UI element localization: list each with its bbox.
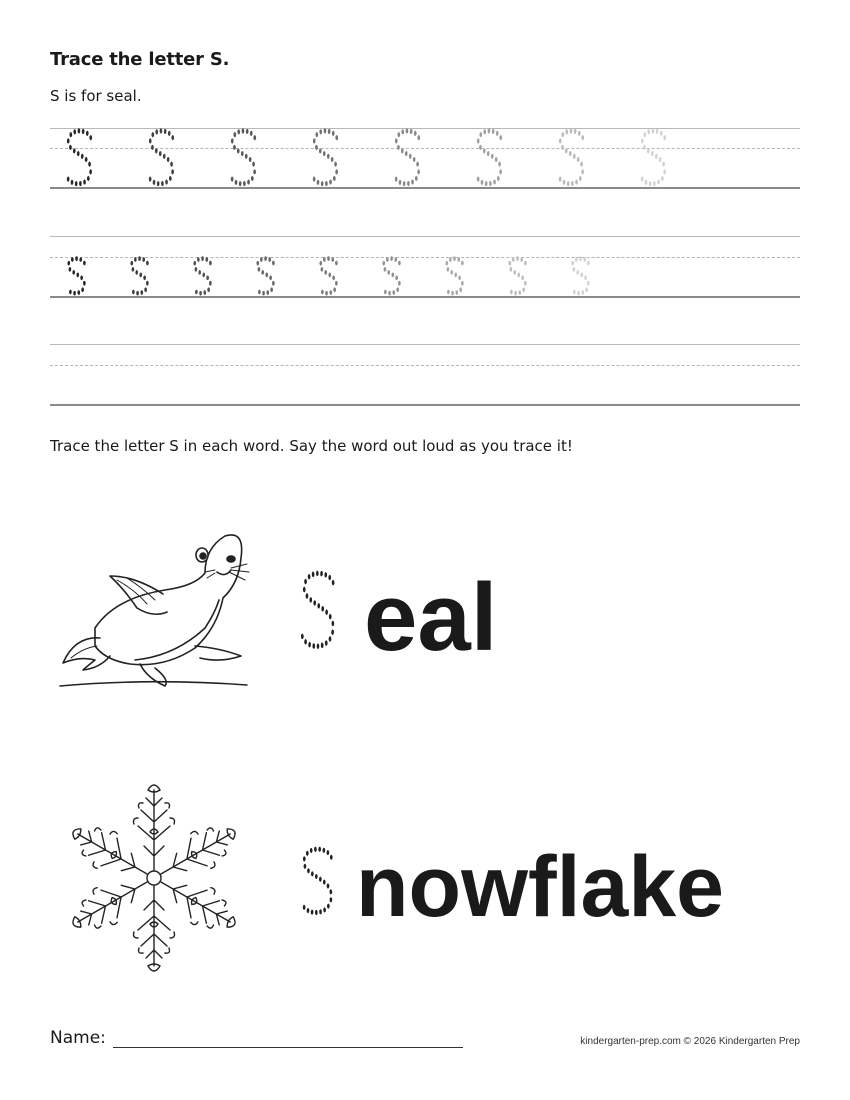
lowercase-s-trace[interactable] [382, 259, 399, 294]
name-input-line[interactable] [113, 1047, 463, 1048]
row3-mid-line [50, 365, 800, 366]
page-subtitle: S is for seal. [50, 87, 142, 105]
uppercase-s-trace[interactable] [231, 131, 255, 184]
lowercase-s-trace[interactable] [445, 259, 462, 294]
uppercase-s-trace[interactable] [641, 131, 665, 184]
word-snowflake-trace-s[interactable] [302, 849, 331, 912]
lowercase-s-trace[interactable] [571, 259, 588, 294]
page-title: Trace the letter S. [50, 49, 230, 70]
name-label: Name: [50, 1028, 106, 1048]
snowflake-illustration [58, 780, 250, 976]
snowflake-arm [63, 864, 157, 942]
word-seal [290, 560, 590, 660]
dotted-letter-s[interactable] [302, 573, 333, 646]
row3-top-line [50, 344, 800, 345]
uppercase-s-trace[interactable] [395, 131, 419, 184]
lowercase-s-trace[interactable] [193, 259, 210, 294]
uppercase-s-trace[interactable] [67, 131, 91, 184]
uppercase-s-trace[interactable] [149, 131, 173, 184]
word-snowflake-rest: nowflake [356, 839, 724, 935]
lowercase-s-trace[interactable] [67, 259, 84, 294]
snowflake-arm [63, 814, 157, 892]
snowflake-center [147, 871, 161, 885]
uppercase-s-trace[interactable] [313, 131, 337, 184]
lowercase-trace-row [50, 240, 800, 302]
dotted-letter-s[interactable] [302, 849, 331, 912]
footer-credit: kindergarten-prep.com © 2026 Kindergarten Prep [580, 1036, 800, 1047]
lowercase-s-trace[interactable] [508, 259, 525, 294]
uppercase-trace-row [50, 120, 800, 195]
row2-top-line [50, 236, 800, 237]
seal-illustration [55, 528, 255, 693]
word-snowflake [290, 836, 770, 936]
row3-base-line [50, 404, 800, 406]
snowflake-arm [134, 785, 175, 870]
lowercase-s-trace[interactable] [130, 259, 147, 294]
uppercase-s-trace[interactable] [559, 131, 583, 184]
snowflake-arm [151, 864, 245, 942]
word-seal-trace-s[interactable] [302, 573, 333, 646]
snowflake-arm [151, 814, 245, 892]
snowflake-arm [134, 886, 175, 971]
word-seal-rest: eal [364, 564, 498, 660]
lowercase-s-trace[interactable] [319, 259, 336, 294]
lowercase-s-trace[interactable] [256, 259, 273, 294]
word-trace-instruction: Trace the letter S in each word. Say the word out loud as you trace it! [50, 437, 573, 455]
uppercase-s-trace[interactable] [477, 131, 501, 184]
